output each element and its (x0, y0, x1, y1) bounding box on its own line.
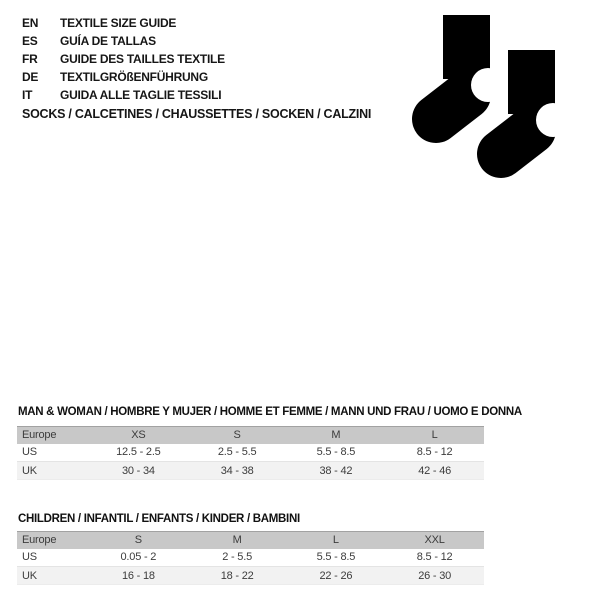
size-cell: 26 - 30 (385, 567, 484, 585)
size-cell: 0.05 - 2 (89, 549, 188, 567)
column-header-europe: Europe (17, 427, 89, 444)
language-code: ES (22, 34, 38, 48)
size-cell: 12.5 - 2.5 (89, 444, 188, 462)
column-header-l: L (287, 532, 386, 549)
language-label: TEXTILGRÖßENFÜHRUNG (60, 70, 208, 84)
language-label: GUIDE DES TAILLES TEXTILE (60, 52, 225, 66)
sock-back (436, 15, 505, 119)
size-cell: 38 - 42 (287, 462, 386, 480)
socks-icon (405, 8, 570, 193)
column-header-s: S (188, 427, 287, 444)
language-row-fr (22, 50, 225, 68)
size-table-man-woman (17, 426, 484, 480)
table-row-us (17, 549, 484, 567)
column-header-europe: Europe (17, 532, 89, 549)
table-row-us (17, 444, 484, 462)
language-row-es (22, 32, 225, 50)
size-cell: 8.5 - 12 (385, 444, 484, 462)
column-header-m: M (287, 427, 386, 444)
row-label: US (17, 444, 89, 462)
language-list (22, 14, 225, 104)
language-label: GUÍA DE TALLAS (60, 34, 156, 48)
sock-front (501, 45, 570, 154)
language-code: FR (22, 52, 38, 66)
column-header-xs: XS (89, 427, 188, 444)
language-code: IT (22, 88, 33, 102)
language-row-de (22, 68, 225, 86)
table-header-row (17, 427, 484, 444)
language-row-it (22, 86, 225, 104)
size-cell: 2.5 - 5.5 (188, 444, 287, 462)
size-cell: 30 - 34 (89, 462, 188, 480)
row-label: UK (17, 462, 89, 480)
size-cell: 18 - 22 (188, 567, 287, 585)
column-header-xxl: XXL (385, 532, 484, 549)
language-label: GUIDA ALLE TAGLIE TESSILI (60, 88, 222, 102)
column-header-s: S (89, 532, 188, 549)
size-cell: 5.5 - 8.5 (287, 444, 386, 462)
size-cell: 16 - 18 (89, 567, 188, 585)
size-cell: 42 - 46 (385, 462, 484, 480)
row-label: UK (17, 567, 89, 585)
table-row-uk (17, 567, 484, 585)
language-code: DE (22, 70, 39, 84)
size-cell: 22 - 26 (287, 567, 386, 585)
category-title: SOCKS / CALCETINES / CHAUSSETTES / SOCKEN / CALZINI (22, 107, 372, 121)
size-table-children (17, 531, 484, 585)
language-row-en (22, 14, 225, 32)
language-code: EN (22, 16, 39, 30)
table-title-man-woman: MAN & WOMAN / HOMBRE Y MUJER / HOMME ET FEMME / MANN UND FRAU / UOMO E DONNA (18, 406, 522, 418)
size-cell: 34 - 38 (188, 462, 287, 480)
column-header-l: L (385, 427, 484, 444)
size-cell: 2 - 5.5 (188, 549, 287, 567)
table-row-uk (17, 462, 484, 480)
column-header-m: M (188, 532, 287, 549)
language-label: TEXTILE SIZE GUIDE (60, 16, 177, 30)
table-title-children: CHILDREN / INFANTIL / ENFANTS / KINDER / BAMBINI (18, 513, 300, 525)
size-cell: 8.5 - 12 (385, 549, 484, 567)
size-cell: 5.5 - 8.5 (287, 549, 386, 567)
row-label: US (17, 549, 89, 567)
table-header-row (17, 532, 484, 549)
